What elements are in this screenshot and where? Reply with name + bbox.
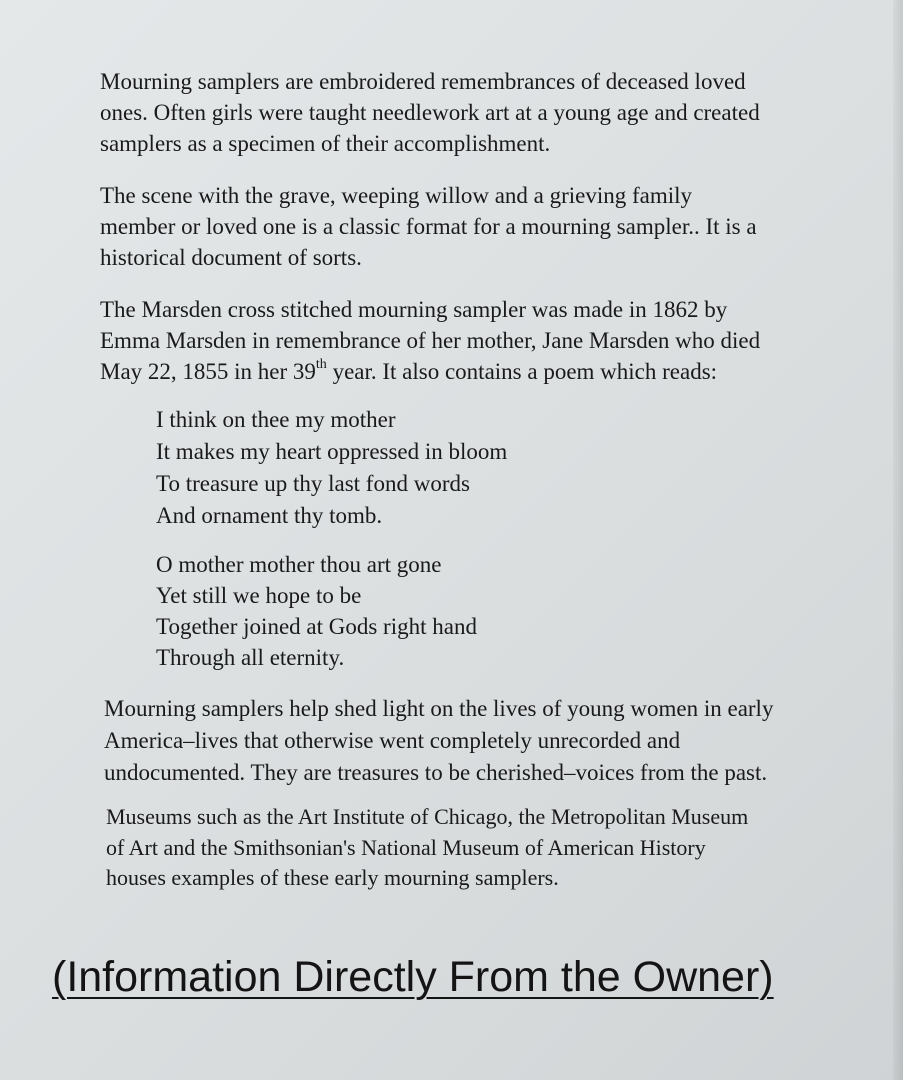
paragraph-line: Museums such as the Art Institute of Chicago, the Metropolitan Museum <box>106 804 749 829</box>
poem-line: Yet still we hope to be <box>156 583 362 608</box>
paragraph-line: undocumented. They are treasures to be cherished–voices from the past. <box>104 760 768 785</box>
poem-stanza-1 <box>156 404 507 532</box>
paragraph-line: Mourning samplers are embroidered remembrances of deceased loved <box>100 69 746 94</box>
poem-line: Together joined at Gods right hand <box>156 614 477 639</box>
museums-paragraph <box>106 802 748 894</box>
paragraph-line: ones. Often girls were taught needlework art at a young age and created <box>100 100 760 125</box>
paragraph-line: The scene with the grave, weeping willow and a grieving family <box>100 183 693 208</box>
scene-paragraph <box>100 180 757 273</box>
ordinal-superscript: th <box>315 357 327 373</box>
line-text-after: year. It also contains a poem which reads: <box>326 359 718 384</box>
poem-line: Through all eternity. <box>156 645 345 670</box>
paragraph-line: historical document of sorts. <box>100 245 362 270</box>
marsden-paragraph <box>100 294 760 387</box>
paragraph-line: member or loved one is a classic format for a mourning sampler.. It is a <box>100 214 757 239</box>
poem-line: It makes my heart oppressed in bloom <box>156 439 508 464</box>
paper-edge-shadow <box>893 0 903 1080</box>
paragraph-line: houses examples of these early mourning samplers. <box>106 865 559 890</box>
paragraph-line: samplers as a specimen of their accomplishment. <box>100 131 551 156</box>
history-paragraph <box>104 693 773 789</box>
paragraph-line: of Art and the Smithsonian's National Museum of American History <box>106 834 706 860</box>
poem-line: I think on thee my mother <box>156 407 396 432</box>
poem-stanza-2 <box>156 549 477 673</box>
poem-line: And ornament thy tomb. <box>156 503 383 528</box>
paragraph-line-with-superscript <box>100 356 760 387</box>
intro-paragraph <box>100 66 760 159</box>
paragraph-line: The Marsden cross stitched mourning sampler was made in 1862 by <box>100 297 728 322</box>
paragraph-line: America–lives that otherwise went completely unrecorded and <box>104 728 681 753</box>
poem-line: To treasure up thy last fond words <box>156 471 470 496</box>
paragraph-line: Emma Marsden in remembrance of her mother, Jane Marsden who died <box>100 328 761 353</box>
paragraph-line: Mourning samplers help shed light on the lives of young women in early <box>104 696 774 721</box>
source-attribution: (Information Directly From the Owner) <box>52 953 774 1001</box>
line-text-before: May 22, 1855 in her 39 <box>100 359 316 384</box>
poem-line: O mother mother thou art gone <box>156 552 442 577</box>
